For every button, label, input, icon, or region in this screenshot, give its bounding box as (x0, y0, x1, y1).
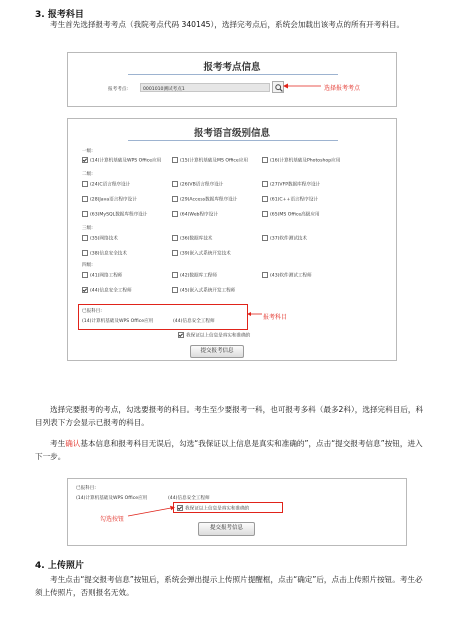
checkbox-checked[interactable] (178, 332, 184, 338)
callout-arrow (283, 81, 323, 91)
level-4-label: 四级: (82, 263, 93, 268)
subject-option[interactable]: (45)嵌入式系统开发工程师 (172, 287, 235, 294)
checkbox[interactable] (172, 211, 178, 217)
paragraph-confirm: 考生确认基本信息和报考科目无误后，勾选“我保证以上信息是真实和准确的”，点击“提交报考信息”按钮，进入下一步。 (35, 439, 423, 461)
checkbox[interactable] (172, 181, 178, 187)
callout-arrow (247, 311, 263, 317)
checkbox[interactable] (82, 211, 88, 217)
subject-option[interactable]: (44)信息安全工程师 (82, 287, 132, 294)
callout-check-button: 勾选按钮 (100, 516, 125, 523)
language-level-panel (67, 118, 397, 361)
section-3-intro: 考生首先选择报考考点（我院考点代码 340145），选择完考点后，系统会加载出该考点的所有开考科目。 (50, 20, 405, 29)
subject-option[interactable]: (15)计算机基础及MS Office应用 (172, 157, 248, 164)
checkbox-checked[interactable] (82, 157, 88, 163)
checkbox[interactable] (82, 272, 88, 278)
subject-option[interactable]: (39)嵌入式系统开发技术 (172, 250, 231, 257)
subject-option[interactable]: (26)VB语言程序设计 (172, 181, 223, 188)
subject-option[interactable]: (37)软件测试技术 (262, 235, 307, 242)
checkbox[interactable] (82, 235, 88, 241)
checkbox[interactable] (262, 235, 268, 241)
submit-button[interactable]: 提交报考信息 (198, 522, 255, 536)
level-3-label: 三级: (82, 226, 93, 231)
checkbox[interactable] (262, 157, 268, 163)
level-1-label: 一级: (82, 149, 93, 154)
subject-option[interactable]: (35)网络技术 (82, 235, 118, 242)
subject-option[interactable]: (29)Access数据库程序设计 (172, 196, 237, 203)
subject-option[interactable]: (42)数据库工程师 (172, 272, 217, 279)
subject-option[interactable]: (14)计算机基础及WPS Office应用 (82, 157, 161, 164)
exam-site-field[interactable]: 0001010测试考点1 (140, 83, 270, 92)
selected-subjects-label: 已报科目: (82, 309, 102, 314)
selected-subject-item: (44)信息安全工程师 (173, 319, 215, 324)
checkbox[interactable] (172, 196, 178, 202)
checkbox[interactable] (172, 235, 178, 241)
checkbox[interactable] (82, 181, 88, 187)
selected-subjects-box (78, 304, 248, 330)
search-icon (274, 83, 284, 93)
confirm-panel (67, 478, 407, 546)
checkbox[interactable] (262, 211, 268, 217)
subject-option[interactable]: (63)MySQL数据库程序设计 (82, 211, 147, 218)
exam-site-label: 报考考点: (108, 87, 128, 92)
exam-site-panel (67, 52, 397, 107)
confirm-highlight (173, 502, 283, 513)
subject-option[interactable]: (16)计算机基础及Photoshop应用 (262, 157, 340, 164)
subject-option[interactable]: (41)网络工程师 (82, 272, 122, 279)
section-3-heading: 3. 报考科目 (35, 10, 84, 20)
section-4-heading: 4. 上传照片 (35, 561, 84, 571)
checkbox[interactable] (262, 181, 268, 187)
subject-option[interactable]: (24)C语言程序设计 (82, 181, 130, 188)
submit-button[interactable]: 提交报考信息 (190, 345, 244, 358)
checkbox-checked[interactable] (82, 287, 88, 293)
title-rule (128, 140, 338, 141)
callout-subjects: 报考科目 (263, 314, 288, 321)
paragraph-select-subjects: 选择完要报考的考点，勾选要报考的科目。考生至少要报考一科，也可报考多科（最多2科），选择完科目后，科目列表下方会显示已报考的科目。 (35, 405, 424, 427)
level-2-label: 二级: (82, 172, 93, 177)
language-panel-title: 报考语言级别信息 (193, 128, 270, 139)
subject-option[interactable]: (64)Web程序设计 (172, 211, 218, 218)
checkbox[interactable] (172, 287, 178, 293)
checkbox[interactable] (262, 272, 268, 278)
checkbox[interactable] (172, 250, 178, 256)
checkbox[interactable] (82, 196, 88, 202)
callout-arrow (126, 505, 176, 519)
checkbox-checked[interactable] (177, 505, 183, 511)
title-rule (128, 74, 338, 75)
subject-option[interactable]: (28)Java语言程序设计 (82, 196, 137, 203)
subject-option[interactable]: (36)数据库技术 (172, 235, 212, 242)
subject-option[interactable]: (38)信息安全技术 (82, 250, 127, 257)
selected-subject-item: (44)信息安全工程师 (168, 496, 210, 501)
confirm-checkbox-row[interactable]: 我保证以上信息是真实和准确的 (177, 505, 249, 512)
subject-option[interactable]: (65)MS Office高级应用 (262, 211, 320, 218)
selected-subject-item: (14)计算机基础及WPS Office应用 (76, 496, 148, 501)
subject-option[interactable]: (27)VFP数据库程序设计 (262, 181, 320, 188)
exam-site-panel-title: 报考考点信息 (203, 62, 261, 73)
checkbox[interactable] (172, 272, 178, 278)
checkbox[interactable] (82, 250, 88, 256)
callout-select-site: 选择报考考点 (324, 85, 361, 92)
checkbox[interactable] (172, 157, 178, 163)
subject-option[interactable]: (43)软件测试工程师 (262, 272, 312, 279)
checkbox[interactable] (262, 196, 268, 202)
confirm-checkbox-row[interactable]: 我保证以上信息是真实和准确的 (178, 332, 250, 339)
section-4-body: 考生点击“提交报考信息”按钮后，系统会弹出提示上传照片提醒框，点击“确定”后，点击上传照片按钮。考生必须上传照片，否则报名无效。 (35, 575, 423, 597)
selected-subject-item: (14)计算机基础及WPS Office应用 (82, 319, 154, 324)
subject-option[interactable]: (61)C++语言程序设计 (262, 196, 318, 203)
selected-subjects-label: 已报科目: (76, 486, 96, 491)
